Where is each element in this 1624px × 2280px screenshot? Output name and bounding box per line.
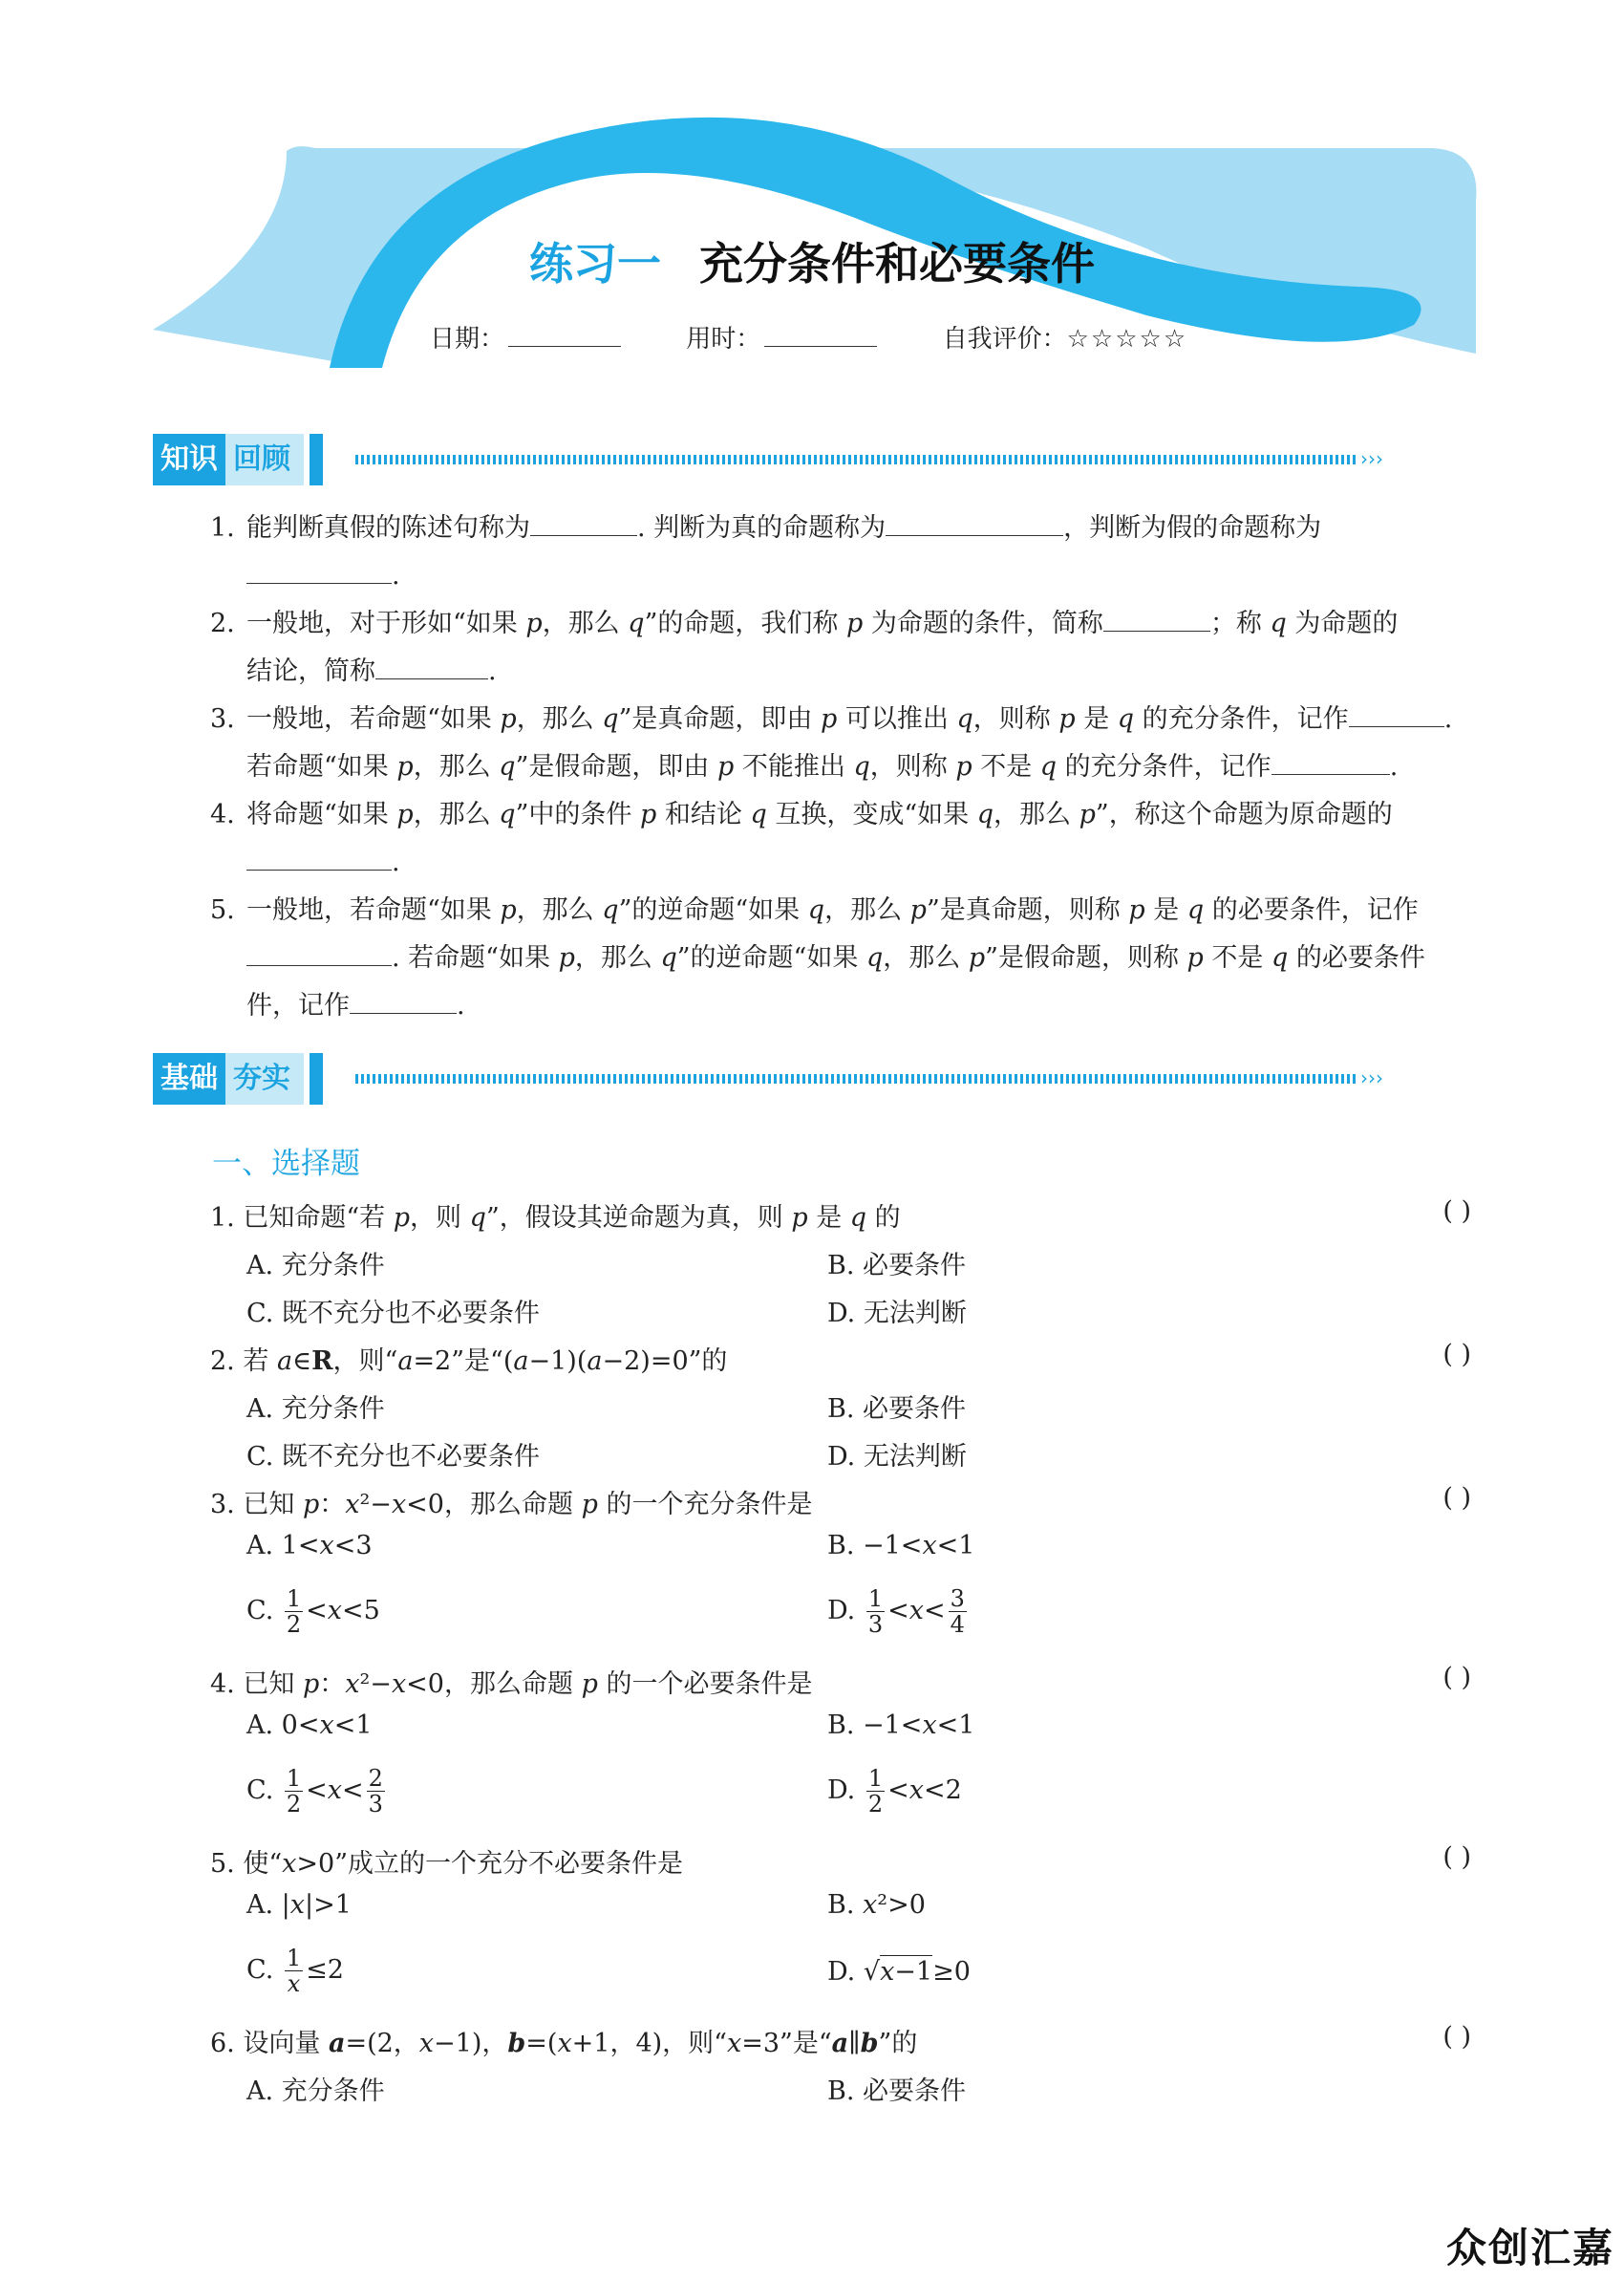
text: ”的逆命题“如果 — [618, 895, 808, 925]
option-c[interactable] — [246, 1586, 380, 1637]
var: q — [660, 943, 677, 973]
text: . — [1389, 752, 1399, 782]
var: q — [853, 752, 870, 782]
var: x — [289, 1890, 305, 1920]
var: q — [1186, 895, 1205, 925]
text: 不是 — [1203, 943, 1271, 973]
text: C. — [246, 1775, 282, 1805]
denominator: 4 — [950, 1611, 965, 1638]
var: x — [327, 1596, 343, 1625]
sqrt-radicand — [880, 1955, 932, 1987]
section-tag-a: 基础 — [153, 1053, 225, 1105]
text: ： — [319, 1490, 346, 1519]
answer-blank[interactable] — [1103, 606, 1210, 632]
text: 的必要条件 — [1288, 943, 1425, 973]
var: p — [581, 1490, 598, 1519]
var: p — [716, 752, 735, 782]
vector-a: a — [328, 2029, 346, 2058]
exercise-number: 练习一 — [529, 238, 661, 290]
var: x — [391, 1490, 407, 1519]
text: ，则 — [410, 1203, 470, 1233]
section-dotted-line — [355, 453, 1404, 466]
q-number: 5. — [210, 1849, 235, 1879]
date-label: 日期： — [430, 325, 505, 354]
option-b[interactable]: B. 必要条件 — [827, 1394, 967, 1424]
text: D. — [827, 1775, 864, 1805]
var: p — [845, 609, 864, 638]
var: p — [909, 895, 927, 925]
text: ，那么 — [413, 800, 500, 829]
denominator: 2 — [286, 1791, 302, 1818]
section-basic-header — [153, 1051, 1383, 1108]
text: >0”成立的一个充分不必要条件是 — [296, 1849, 684, 1879]
var: x — [282, 1849, 297, 1879]
answer-blank[interactable] — [246, 558, 392, 584]
question-2 — [210, 1340, 1471, 1377]
text: 设向量 — [243, 2029, 329, 2058]
text: =( — [525, 2029, 558, 2058]
var: q — [1117, 704, 1135, 734]
q-number: 1. — [210, 1203, 235, 1233]
var: q — [976, 800, 994, 829]
denominator: 2 — [867, 1791, 884, 1818]
text: B. −1< — [827, 1531, 923, 1560]
var: q — [849, 1203, 867, 1233]
self-eval-label: 自我评价： — [942, 325, 1067, 354]
var: x — [557, 2029, 572, 2058]
answer-paren[interactable]: ( ) — [1442, 1663, 1471, 1692]
var: q — [1270, 609, 1287, 638]
var: a — [513, 1346, 529, 1376]
svg-text:›››: ››› — [1360, 453, 1383, 466]
text: 不是 — [972, 752, 1040, 782]
text: ”的 — [878, 2029, 918, 2058]
question-1 — [210, 1196, 1471, 1234]
text: 若 — [243, 1346, 277, 1376]
text: 已知 — [243, 1669, 303, 1699]
text: ，那么 — [824, 895, 910, 925]
answer-blank[interactable] — [246, 940, 392, 966]
option-d[interactable] — [827, 1766, 962, 1817]
option-c[interactable] — [246, 1946, 344, 1996]
title-text: 充分条件和必要条件 — [699, 238, 1095, 290]
text: +1，4)，则“ — [571, 2029, 727, 2058]
text: 互换，变成“如果 — [766, 800, 977, 829]
option-b[interactable]: B. 必要条件 — [827, 1251, 967, 1280]
option-d[interactable]: D. 无法判断 — [827, 1442, 967, 1472]
section-review-header — [153, 432, 1383, 489]
text: ²>0 — [877, 1890, 926, 1920]
option-d[interactable] — [827, 1586, 970, 1637]
var: q — [499, 800, 516, 829]
text: |>1 — [305, 1890, 352, 1920]
var: p — [500, 895, 517, 925]
meta-row — [430, 319, 1187, 355]
text: 和结论 — [656, 800, 751, 829]
answer-blank[interactable] — [530, 510, 637, 536]
section-dotted-line — [355, 1072, 1404, 1086]
option-a[interactable]: A. 充分条件 — [246, 1251, 385, 1280]
var: p — [558, 943, 575, 973]
text: =3”是“ — [741, 2029, 832, 2058]
text: 的一个充分条件是 — [597, 1490, 813, 1519]
item-number: 5. — [210, 895, 235, 925]
var: x — [319, 1710, 334, 1740]
text: 可以推出 — [837, 704, 957, 734]
text: A. 0< — [246, 1710, 320, 1740]
option-d[interactable] — [827, 1957, 971, 1987]
item-number: 4. — [210, 800, 235, 829]
text: −1 — [894, 1957, 933, 1987]
var: x — [922, 1531, 937, 1560]
vector-b: b — [860, 2029, 879, 2058]
text: −1)， — [434, 2029, 508, 2058]
option-b[interactable] — [827, 1531, 974, 1560]
text: D. — [827, 1596, 864, 1625]
text: ： — [319, 1669, 346, 1699]
section-tag-bar — [310, 1053, 323, 1105]
var: q — [628, 609, 645, 638]
text: ，那么 — [413, 752, 500, 782]
text: 件，记作 — [246, 991, 350, 1021]
option-b[interactable] — [827, 1890, 926, 1920]
vector-a: a — [831, 2029, 849, 2058]
text: <1 — [936, 1531, 975, 1560]
var: q — [1271, 943, 1289, 973]
text: < — [306, 1596, 328, 1625]
text: < — [887, 1775, 909, 1805]
text: 结论，简称 — [246, 656, 375, 686]
text: ”，称这个命题为原命题的 — [1095, 800, 1393, 829]
text: ”的逆命题“如果 — [676, 943, 866, 973]
answer-blank[interactable] — [246, 845, 392, 871]
text: A. 1< — [246, 1531, 320, 1560]
var: x — [391, 1669, 407, 1699]
text: =(2， — [345, 2029, 419, 2058]
text: ，那么 — [516, 895, 603, 925]
text: 能判断真假的陈述句称为 — [246, 513, 530, 543]
text: <3 — [333, 1531, 373, 1560]
text: . — [457, 991, 465, 1021]
question-5 — [210, 1842, 1471, 1880]
review-item-1 — [210, 505, 1471, 600]
text: ∈ — [292, 1346, 312, 1376]
var: x — [727, 2029, 742, 2058]
text: 的必要条件，记作 — [1204, 895, 1419, 925]
text: . 若命题“如果 — [392, 943, 559, 973]
section-tag-b: 回顾 — [225, 434, 304, 485]
text: ，那么 — [994, 800, 1079, 829]
text: ∥ — [848, 2029, 861, 2058]
denominator: 3 — [867, 1611, 884, 1638]
text: C. — [246, 1596, 282, 1625]
question-6 — [210, 2022, 1471, 2059]
text: <1 — [936, 1710, 975, 1740]
var: x — [319, 1531, 334, 1560]
var: q — [469, 1203, 486, 1233]
fraction — [285, 1586, 303, 1637]
numerator: 1 — [286, 1765, 302, 1792]
answer-blank[interactable] — [350, 988, 457, 1014]
text: ²− — [359, 1669, 392, 1699]
svg-text:›››: ››› — [1360, 1072, 1383, 1086]
var: p — [820, 704, 838, 734]
text: −2)=0”的 — [602, 1346, 728, 1376]
var: q — [865, 943, 884, 973]
var: p — [525, 609, 543, 638]
answer-paren[interactable]: ( ) — [1442, 1483, 1471, 1513]
denominator: 2 — [286, 1611, 302, 1638]
var: p — [302, 1490, 320, 1519]
option-c[interactable] — [246, 1766, 388, 1817]
text: 若命题“如果 — [246, 752, 397, 782]
var: p — [393, 1203, 411, 1233]
text: ”是真命题，则称 — [926, 895, 1129, 925]
text: ，则称 — [869, 752, 956, 782]
section-tag-bar — [310, 434, 323, 485]
question-3 — [210, 1483, 1471, 1520]
var: p — [396, 752, 414, 782]
text: 为命题的 — [1286, 609, 1399, 638]
text: 一般地，对于形如“如果 — [246, 609, 526, 638]
option-c[interactable]: C. 既不充分也不必要条件 — [246, 1442, 540, 1472]
answer-blank[interactable] — [886, 510, 1063, 536]
answer-paren[interactable]: ( ) — [1442, 1196, 1471, 1226]
text: B. — [827, 1890, 864, 1920]
text: −1)( — [528, 1346, 588, 1376]
text: 使“ — [243, 1849, 283, 1879]
var: x — [908, 1596, 924, 1625]
text: . — [1443, 704, 1453, 734]
option-c[interactable]: C. 既不充分也不必要条件 — [246, 1299, 540, 1328]
text: 是 — [1144, 895, 1187, 925]
q-number: 6. — [210, 2029, 235, 2058]
var: x — [345, 1669, 360, 1699]
var: q — [807, 895, 825, 925]
var: p — [1079, 800, 1096, 829]
var: q — [602, 895, 619, 925]
item-number: 1. — [210, 513, 235, 543]
text: ”的命题，我们称 — [644, 609, 846, 638]
answer-blank[interactable] — [1349, 701, 1444, 727]
text: ，那么 — [883, 943, 969, 973]
var: p — [1128, 895, 1145, 925]
time-blank[interactable] — [764, 325, 877, 347]
text: 已知 — [243, 1490, 303, 1519]
fraction — [285, 1766, 303, 1817]
text: A. | — [246, 1890, 290, 1920]
text: ”是假命题，即由 — [515, 752, 717, 782]
var: x — [418, 2029, 435, 2058]
var: p — [396, 800, 414, 829]
var: p — [1186, 943, 1204, 973]
text: 的一个必要条件是 — [597, 1669, 813, 1699]
text: ，那么 — [516, 704, 603, 734]
vector-b: b — [507, 2029, 526, 2058]
text: ，那么 — [542, 609, 629, 638]
numerator: 1 — [867, 1585, 884, 1612]
text: 已知命题“若 — [243, 1203, 394, 1233]
var: x — [345, 1490, 360, 1519]
text: 是 — [807, 1203, 850, 1233]
item-number: 3. — [210, 704, 235, 734]
question-4 — [210, 1663, 1471, 1700]
var: a — [587, 1346, 603, 1376]
text: . — [488, 656, 497, 686]
text: ”是真命题，即由 — [618, 704, 821, 734]
subsection-heading: 一、选择题 — [212, 1147, 360, 1181]
fraction — [949, 1586, 967, 1637]
text: 为命题的条件，简称 — [863, 609, 1103, 638]
option-a[interactable] — [246, 1710, 373, 1740]
text: . — [392, 848, 400, 877]
text: < — [342, 1775, 364, 1805]
var: x — [880, 1957, 895, 1987]
text: <2 — [924, 1775, 962, 1805]
text: ”是假命题，则称 — [985, 943, 1187, 973]
var: q — [602, 704, 619, 734]
text: <0，那么命题 — [406, 1490, 582, 1519]
var: x — [922, 1710, 937, 1740]
text: <0，那么命题 — [406, 1669, 582, 1699]
text: 一般地，若命题“如果 — [246, 895, 501, 925]
var: q — [956, 704, 973, 734]
review-item-5 — [210, 887, 1471, 1030]
var: x — [327, 1775, 343, 1805]
review-item-2 — [210, 600, 1471, 696]
text: 一般地，若命题“如果 — [246, 704, 501, 734]
text: 的 — [866, 1203, 901, 1233]
q-number: 2. — [210, 1346, 235, 1376]
text: =2”是“( — [413, 1346, 514, 1376]
option-d[interactable]: D. 无法判断 — [827, 1299, 967, 1328]
var: p — [955, 752, 972, 782]
text: <1 — [333, 1710, 373, 1740]
publisher-logo: 众创汇嘉 — [1445, 2225, 1614, 2271]
text: B. −1< — [827, 1710, 923, 1740]
answer-paren[interactable]: ( ) — [1442, 2022, 1471, 2052]
var: q — [499, 752, 516, 782]
text: ，则“ — [332, 1346, 398, 1376]
var: p — [1058, 704, 1076, 734]
option-a[interactable]: A. 充分条件 — [246, 1394, 385, 1424]
numerator: 1 — [286, 1945, 302, 1971]
denominator: 3 — [368, 1791, 383, 1818]
var: p — [791, 1203, 808, 1233]
text: ≥0 — [932, 1957, 971, 1987]
rating-stars[interactable]: ☆☆☆☆☆ — [1066, 325, 1188, 354]
answer-blank[interactable] — [375, 654, 488, 679]
review-item-4 — [210, 791, 1471, 887]
text: < — [887, 1596, 909, 1625]
denominator: x — [287, 1970, 301, 1997]
var: q — [1039, 752, 1058, 782]
var: R — [311, 1346, 333, 1376]
text: ，判断为假的命题称为 — [1063, 513, 1322, 543]
var: p — [500, 704, 517, 734]
text: < — [306, 1775, 328, 1805]
numerator: 1 — [286, 1585, 302, 1612]
text: 是 — [1075, 704, 1118, 734]
var: a — [276, 1346, 293, 1376]
var: q — [750, 800, 767, 829]
text: . 判断为真的命题称为 — [637, 513, 887, 543]
text: ”，假设其逆命题为真，则 — [485, 1203, 792, 1233]
option-a[interactable]: A. 充分条件 — [246, 2076, 385, 2106]
section-tag-b: 夯实 — [225, 1053, 304, 1105]
var: x — [863, 1890, 878, 1920]
text: ，则称 — [972, 704, 1059, 734]
fraction — [866, 1586, 885, 1637]
item-number: 2. — [210, 609, 235, 638]
answer-paren[interactable]: ( ) — [1442, 1842, 1471, 1872]
option-a[interactable] — [246, 1531, 373, 1560]
section-tag-a: 知识 — [153, 434, 225, 485]
var: p — [302, 1669, 320, 1699]
numerator: 3 — [950, 1585, 965, 1612]
fraction — [866, 1766, 885, 1817]
text: 的充分条件，记作 — [1057, 752, 1271, 782]
text: ²− — [359, 1490, 392, 1519]
review-item-3 — [210, 696, 1471, 791]
option-a[interactable] — [246, 1890, 352, 1920]
text: D. √ — [827, 1957, 881, 1987]
text: . — [392, 561, 400, 591]
fraction — [367, 1766, 385, 1817]
page-title — [0, 229, 1624, 292]
text: ≤2 — [306, 1955, 344, 1985]
numerator: 2 — [368, 1765, 383, 1792]
text: ，那么 — [574, 943, 661, 973]
time-label: 用时： — [686, 325, 761, 354]
option-b[interactable] — [827, 1710, 974, 1740]
text: 将命题“如果 — [246, 800, 397, 829]
text: 的充分条件，记作 — [1134, 704, 1349, 734]
text: <5 — [342, 1596, 380, 1625]
var: p — [968, 943, 986, 973]
var: x — [908, 1775, 924, 1805]
q-number: 4. — [210, 1669, 235, 1699]
var: a — [397, 1346, 414, 1376]
answer-blank[interactable] — [1271, 749, 1390, 775]
date-blank[interactable] — [508, 325, 621, 347]
text: < — [924, 1596, 946, 1625]
q-number: 3. — [210, 1490, 235, 1519]
text: ；称 — [1209, 609, 1271, 638]
text: 不能推出 — [734, 752, 854, 782]
answer-paren[interactable]: ( ) — [1442, 1340, 1471, 1369]
option-b[interactable]: B. 必要条件 — [827, 2076, 967, 2106]
fraction — [285, 1946, 303, 1996]
var: p — [639, 800, 657, 829]
text: C. — [246, 1955, 282, 1985]
text: ”中的条件 — [515, 800, 640, 829]
numerator: 1 — [867, 1765, 884, 1792]
var: p — [581, 1669, 598, 1699]
